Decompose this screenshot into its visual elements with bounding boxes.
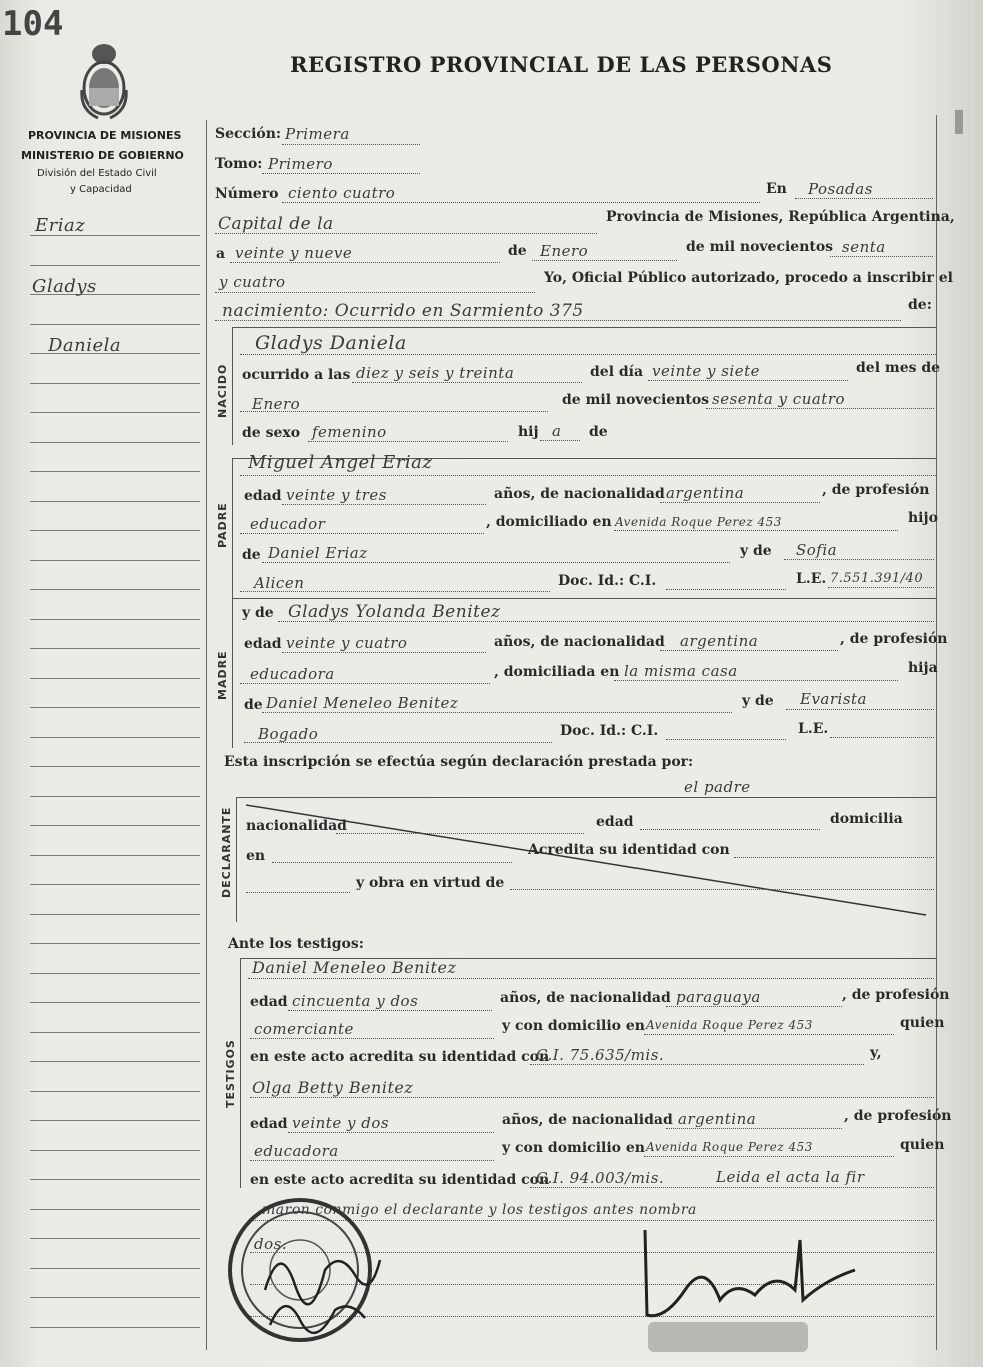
testigos-brace (240, 958, 241, 1188)
t2-doc-line (530, 1187, 934, 1188)
testigos-ante: Ante los testigos: (228, 936, 364, 952)
seccion-line (282, 144, 420, 145)
padre-prof-label: , de profesión (822, 482, 930, 498)
del-mes-label: del mes de (856, 360, 941, 376)
declarante-tab: DECLARANTE (220, 806, 233, 898)
side-ruled-line (30, 442, 200, 443)
numero-value: ciento cuatro (288, 184, 396, 202)
declarante-edad-label: edad (596, 814, 634, 830)
cierre-text: maron conmigo el declarante y los testigos antes nombra (262, 1202, 697, 1218)
madre-padre-value: Daniel Meneleo Benitez (266, 694, 459, 712)
left-column-divider (206, 120, 207, 1350)
side-ruled-line (30, 1179, 200, 1180)
padre-anios-label: años, de nacionalidad (494, 486, 665, 502)
oficial-text: Yo, Oficial Público autorizado, procedo a inscribir el (544, 270, 953, 286)
nacimiento-value: nacimiento: Ocurrido en Sarmiento 375 (222, 301, 584, 321)
side-line-4: y Capacidad (70, 184, 132, 195)
padre-padre-line (262, 562, 730, 563)
declarante-edad-line (640, 829, 820, 830)
t1-nac-line (666, 1006, 842, 1007)
padre-le-label: L.E. (796, 571, 827, 587)
side-ruled-line (30, 383, 200, 384)
side-ruled-line (30, 855, 200, 856)
t2-nac: argentina (678, 1110, 757, 1128)
numero-label: Número (215, 186, 279, 202)
t1-edad-line (288, 1010, 492, 1011)
t1-edad-label: edad (250, 994, 288, 1010)
padre-dom-value: Avenida Roque Perez 453 (615, 515, 782, 529)
t1-y-label: y, (870, 1045, 882, 1061)
side-ruled-line (30, 619, 200, 620)
side-ruled-line (30, 1268, 200, 1269)
t1-quien-label: quien (900, 1015, 945, 1031)
page-title: REGISTRO PROVINCIAL DE LAS PERSONAS (290, 52, 833, 77)
padre-de-label: de (242, 547, 261, 563)
side-ruled-line (30, 1238, 200, 1239)
side-ruled-line (30, 973, 200, 974)
padre-prof-value: educador (250, 515, 326, 533)
nacido-mil-label: de mil novecientos (562, 392, 710, 408)
side-ruled-line (30, 1002, 200, 1003)
declaracion-value: el padre (684, 778, 751, 796)
t2-acredita-label: en este acto acredita su identidad con (250, 1172, 550, 1188)
de2-label: de: (908, 297, 932, 313)
tomo-line (262, 173, 420, 174)
declarante-acredita-line (734, 857, 934, 858)
side-ruled-line (30, 825, 200, 826)
side-ruled-line (30, 1209, 200, 1210)
madre-prof-value: educadora (250, 665, 335, 683)
side-ruled-line (30, 471, 200, 472)
cierre-text-2: dos. (254, 1235, 288, 1253)
nacido-mes-value: Enero (252, 395, 301, 413)
madre-prof-label: , de profesión (840, 631, 948, 647)
madre-madre-value-2: Bogado (258, 725, 319, 743)
nacido-dia-value: veinte y siete (652, 362, 761, 380)
hij-value: a (552, 422, 562, 440)
side-name-2: Daniela (48, 335, 122, 356)
nacido-brace (232, 327, 233, 445)
del-dia-label: del día (590, 364, 644, 380)
madre-le-line (830, 737, 934, 738)
anio-line (830, 256, 933, 257)
padre-brace (232, 458, 233, 598)
padre-hijo-label: hijo (908, 510, 938, 526)
signature-2 (625, 1220, 865, 1330)
t2-anios-label: años, de nacionalidad (502, 1112, 673, 1128)
padre-doc-label: Doc. Id.: C.I. (558, 573, 657, 589)
padre-edad-label: edad (244, 488, 282, 504)
madre-y-de2-label: y de (742, 693, 774, 709)
nacido-de-label: de (589, 424, 608, 440)
padre-nac-value: argentina (666, 484, 745, 502)
t1-prof-line (250, 1038, 494, 1039)
padre-madre-value: Sofia (796, 541, 838, 559)
t1-doc-line (530, 1064, 864, 1065)
tomo-label: Tomo: (215, 156, 263, 172)
madre-edad-line (282, 652, 486, 653)
madre-dom-line (614, 680, 898, 681)
t1-acredita-label: en este acto acredita su identidad con (250, 1049, 550, 1065)
side-ruled-line (30, 737, 200, 738)
t2-nombre-line (250, 1097, 934, 1098)
t1-dom-line (644, 1034, 894, 1035)
coat-of-arms-icon (78, 40, 130, 120)
dia-value: veinte y nueve (235, 244, 353, 262)
side-ruled-line (30, 1297, 200, 1298)
madre-doc-line (666, 739, 786, 740)
t1-doc: C.I. 75.635/mis. (536, 1046, 665, 1064)
madre-prof-line (240, 683, 490, 684)
side-ruled-line (30, 796, 200, 797)
madre-edad-value: veinte y cuatro (286, 634, 408, 652)
t1-nac: paraguaya (676, 988, 761, 1006)
numero-line (282, 202, 760, 203)
stamp-smudge (648, 1322, 808, 1352)
en-value: Posadas (808, 180, 873, 198)
right-margin-line (936, 115, 937, 1350)
side-ruled-line (30, 1091, 200, 1092)
side-ruled-line (30, 589, 200, 590)
hora-value: diez y seis y treinta (356, 364, 515, 382)
declaracion-text: Esta inscripción se efectúa según declaración prestada por: (224, 754, 694, 770)
sexo-line (308, 441, 508, 442)
t1-nombre-line (248, 978, 934, 979)
testigos-tab: TESTIGOS (224, 1039, 237, 1108)
madre-top-rule (232, 598, 936, 599)
padre-nac-line (660, 502, 820, 503)
side-ruled-line (30, 1150, 200, 1151)
mil-label: de mil novecientos (686, 239, 834, 255)
padre-tab: PADRE (216, 502, 229, 548)
tomo-value: Primero (268, 155, 333, 173)
side-ruled-line (30, 914, 200, 915)
side-ruled-line (30, 1061, 200, 1062)
t1-edad: cincuenta y dos (292, 992, 419, 1010)
nacido-nombre: Gladys Daniela (255, 332, 407, 354)
side-line-1: PROVINCIA DE MISIONES (28, 129, 182, 142)
declarante-domicilia-label: domicilia (830, 811, 903, 827)
side-name-1: Gladys (32, 276, 97, 297)
a-label: a (216, 246, 226, 262)
de-label: de (508, 243, 527, 259)
t2-quien-label: quien (900, 1137, 945, 1153)
ocurrido-label: ocurrido a las (242, 367, 351, 383)
madre-tab: MADRE (216, 650, 229, 700)
padre-padre-value: Daniel Eriaz (268, 544, 368, 562)
t1-anios-label: años, de nacionalidad (500, 990, 671, 1006)
padre-doc-line (666, 589, 786, 590)
side-line-3: División del Estado Civil (37, 168, 157, 179)
declarante-en-line (272, 862, 512, 863)
madre-de-label: de (244, 697, 263, 713)
side-ruled-line (30, 884, 200, 885)
declarante-virtud-line (510, 889, 934, 890)
anio-value-2: y cuatro (219, 273, 286, 291)
en-line (795, 198, 933, 199)
hij-label: hij (518, 424, 539, 440)
nacido-anio-value: sesenta y cuatro (712, 390, 846, 408)
t2-edad-line (288, 1132, 494, 1133)
t2-doc: C.I. 94.003/mis. (536, 1169, 665, 1187)
nacido-anio-line (706, 408, 934, 409)
madre-y-de-label: y de (242, 605, 274, 621)
padre-dom-label: , domiciliado en (486, 514, 612, 530)
side-ruled-line (30, 678, 200, 679)
madre-anios-label: años, de nacionalidad (494, 634, 665, 650)
nacido-top-rule (232, 327, 936, 328)
declarante-virtud-pre-line (246, 892, 350, 893)
padre-nombre-line (240, 475, 936, 476)
anio2-line (215, 292, 535, 293)
madre-edad-label: edad (244, 636, 282, 652)
side-ruled-line (30, 648, 200, 649)
padre-madre-line (784, 559, 934, 560)
t2-nombre: Olga Betty Benitez (252, 1078, 414, 1097)
page-number: 104 (2, 4, 64, 44)
side-ruled-line (30, 501, 200, 502)
side-ruled-line (30, 1120, 200, 1121)
seccion-label: Sección: (215, 126, 282, 142)
t2-prof-line (250, 1160, 494, 1161)
leida-text: Leida el acta la fir (716, 1168, 865, 1186)
madre-padre-line (262, 712, 732, 713)
madre-hija-label: hija (908, 660, 938, 676)
madre-doc-label: Doc. Id.: C.I. (560, 723, 659, 739)
padre-le-line (828, 587, 934, 588)
t2-dom-label: y con domicilio en (502, 1140, 645, 1156)
t1-prof: comerciante (254, 1020, 354, 1038)
madre-brace (232, 598, 233, 748)
side-ruled-line (30, 1032, 200, 1033)
madre-dom-label: , domiciliada en (494, 664, 620, 680)
t2-edad: veinte y dos (292, 1114, 390, 1132)
mes-line (532, 260, 677, 261)
provincia-text: Provincia de Misiones, República Argentina, (606, 209, 955, 225)
sexo-label: de sexo (242, 425, 301, 441)
t2-prof-label: , de profesión (844, 1108, 952, 1124)
hij-line (540, 440, 580, 441)
capital-value: Capital de la (218, 214, 334, 234)
dia-line (230, 262, 500, 263)
t1-nombre: Daniel Meneleo Benitez (252, 958, 457, 977)
t1-dom-label: y con domicilio en (502, 1018, 645, 1034)
side-ruled-line (30, 412, 200, 413)
declarante-nac-label: nacionalidad (246, 818, 347, 834)
mes-value: Enero (540, 242, 589, 260)
madre-nac-line (660, 650, 838, 651)
declarante-nac-line (336, 833, 584, 834)
side-ruled-line (30, 943, 200, 944)
hora-line (352, 382, 582, 383)
padre-prof-line (240, 533, 484, 534)
nacido-nombre-line (240, 354, 936, 355)
staple-mark (955, 110, 963, 134)
side-ruled-line (30, 530, 200, 531)
madre-nombre: Gladys Yolanda Benitez (288, 602, 501, 622)
declarante-virtud-label: y obra en virtud de (356, 875, 505, 891)
padre-edad-value: veinte y tres (286, 486, 387, 504)
padre-le-value: 7.551.391/40 (830, 571, 924, 586)
madre-madre-line (786, 709, 934, 710)
side-ruled-line (30, 560, 200, 561)
declarante-acredita-label: Acredita su identidad con (528, 842, 730, 858)
side-ruled-line (30, 324, 200, 325)
side-surname: Eriaz (35, 215, 86, 236)
padre-dom-line (614, 530, 898, 531)
t1-dom: Avenida Roque Perez 453 (646, 1018, 813, 1032)
t2-prof: educadora (254, 1142, 339, 1160)
sexo-value: femenino (312, 423, 387, 441)
t2-dom-line (644, 1156, 894, 1157)
side-ruled-line (30, 265, 200, 266)
madre-nac-value: argentina (680, 632, 759, 650)
padre-madre-value-2: Alicen (254, 574, 305, 592)
padre-y-de-label: y de (740, 543, 772, 559)
en-label: En (766, 181, 787, 197)
madre-dom-value: la misma casa (624, 662, 738, 680)
nacido-tab: NACIDO (216, 363, 229, 418)
padre-nombre: Miguel Angel Eriaz (248, 452, 433, 473)
seccion-value: Primera (285, 125, 350, 143)
madre-madre-value: Evarista (800, 690, 868, 708)
side-ruled-line (30, 766, 200, 767)
t1-prof-label: , de profesión (842, 987, 950, 1003)
nacido-dia-line (648, 380, 848, 381)
declarante-en-label: en (246, 848, 266, 864)
signature-1 (255, 1230, 385, 1340)
t2-nac-line (666, 1128, 842, 1129)
madre-le-label: L.E. (798, 721, 829, 737)
t2-edad-label: edad (250, 1116, 288, 1132)
side-ruled-line (30, 1327, 200, 1328)
t2-dom: Avenida Roque Perez 453 (646, 1140, 813, 1154)
side-ruled-line (30, 707, 200, 708)
padre-edad-line (282, 504, 486, 505)
anio-value: senta (842, 238, 886, 256)
side-line-2: MINISTERIO DE GOBIERNO (21, 149, 184, 162)
